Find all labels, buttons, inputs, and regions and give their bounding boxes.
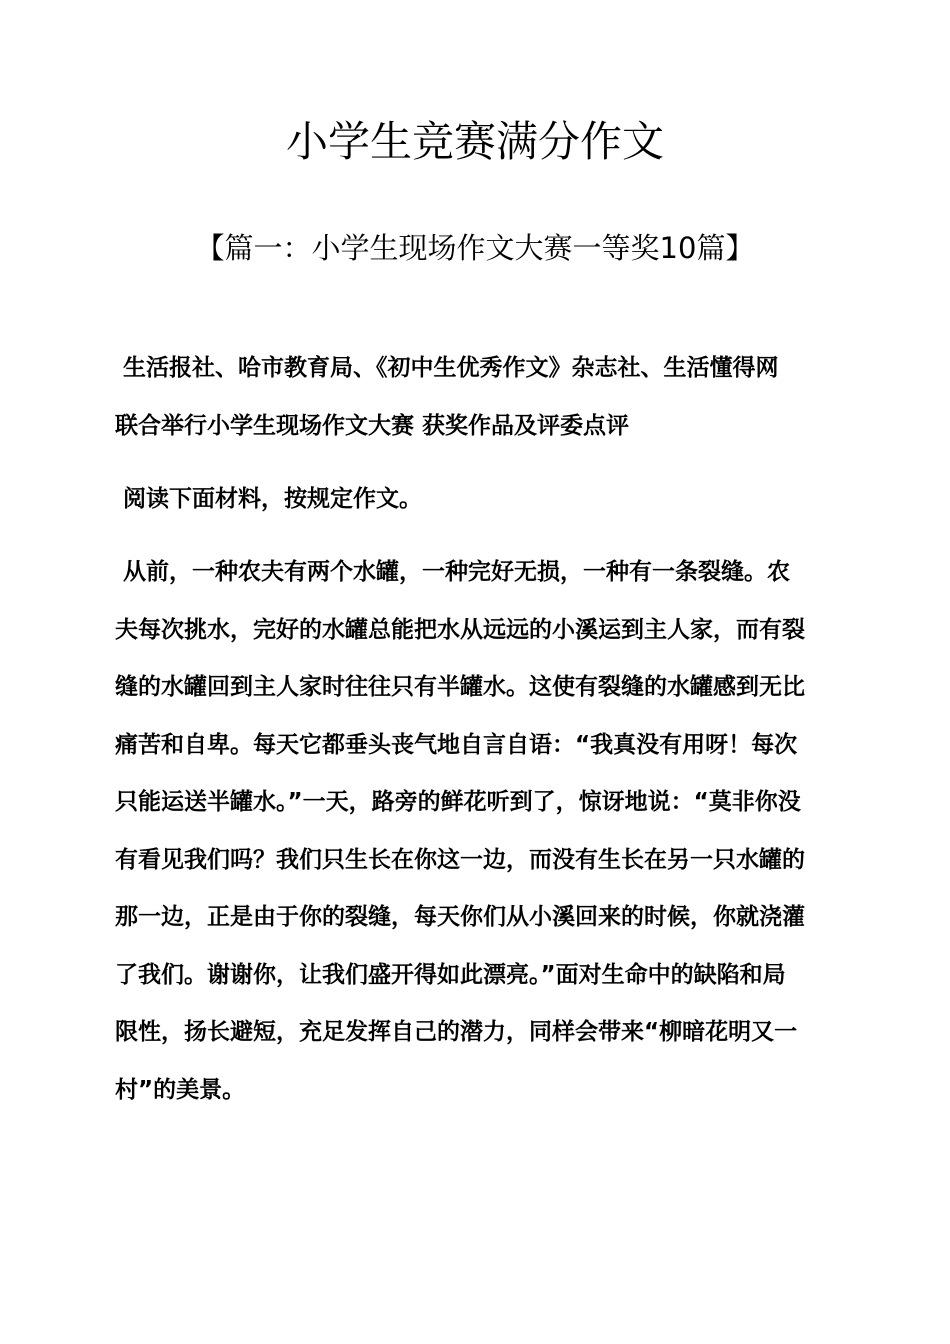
document-subtitle: 【篇一：小学生现场作文大赛一等奖10篇】 (195, 231, 755, 265)
story-line: 只能运送半罐水。”一天，路旁的鲜花听到了，惊讶地说：“莫非你没 (115, 789, 801, 815)
story-line: 村”的美景。 (115, 1076, 246, 1103)
document-title: 小学生竞赛满分作文 (285, 117, 664, 166)
story-line: 痛苦和自卑。每天它都垂头丧气地自言自语：“我真没有用呀！每次 (115, 731, 798, 758)
intro-line: 联合举行小学生现场作文大赛 获奖作品及评委点评 (115, 412, 630, 439)
story-line: 限性，扬长避短，充足发挥自己的潜力，同样会带来“柳暗花明又一 (115, 1019, 798, 1045)
story-line: 从前，一种农夫有两个水罐，一种完好无损，一种有一条裂缝。农 (123, 559, 790, 585)
story-line: 有看见我们吗？我们只生长在你这一边，而没有生长在另一只水罐的 (115, 846, 805, 873)
story-line: 那一边，正是由于你的裂缝，每天你们从小溪回来的时候，你就浇灌 (115, 904, 805, 930)
intro-paragraph (115, 340, 840, 455)
task-line: 阅读下面材料，按规定作文。 (123, 486, 422, 512)
story-paragraph (115, 544, 840, 1119)
intro-line: 生活报社、哈市教育局、《初中生优秀作文》杂志社、生活懂得网 (123, 355, 779, 381)
story-line: 夫每次挑水，完好的水罐总能把水从远远的小溪运到主人家，而有裂 (115, 616, 805, 643)
task-paragraph (115, 471, 840, 529)
story-line: 缝的水罐回到主人家时往往只有半罐水。这使有裂缝的水罐感到无比 (115, 674, 805, 700)
story-line: 了我们。谢谢你，让我们盛开得如此漂亮。”面对生命中的缺陷和局 (115, 961, 786, 988)
